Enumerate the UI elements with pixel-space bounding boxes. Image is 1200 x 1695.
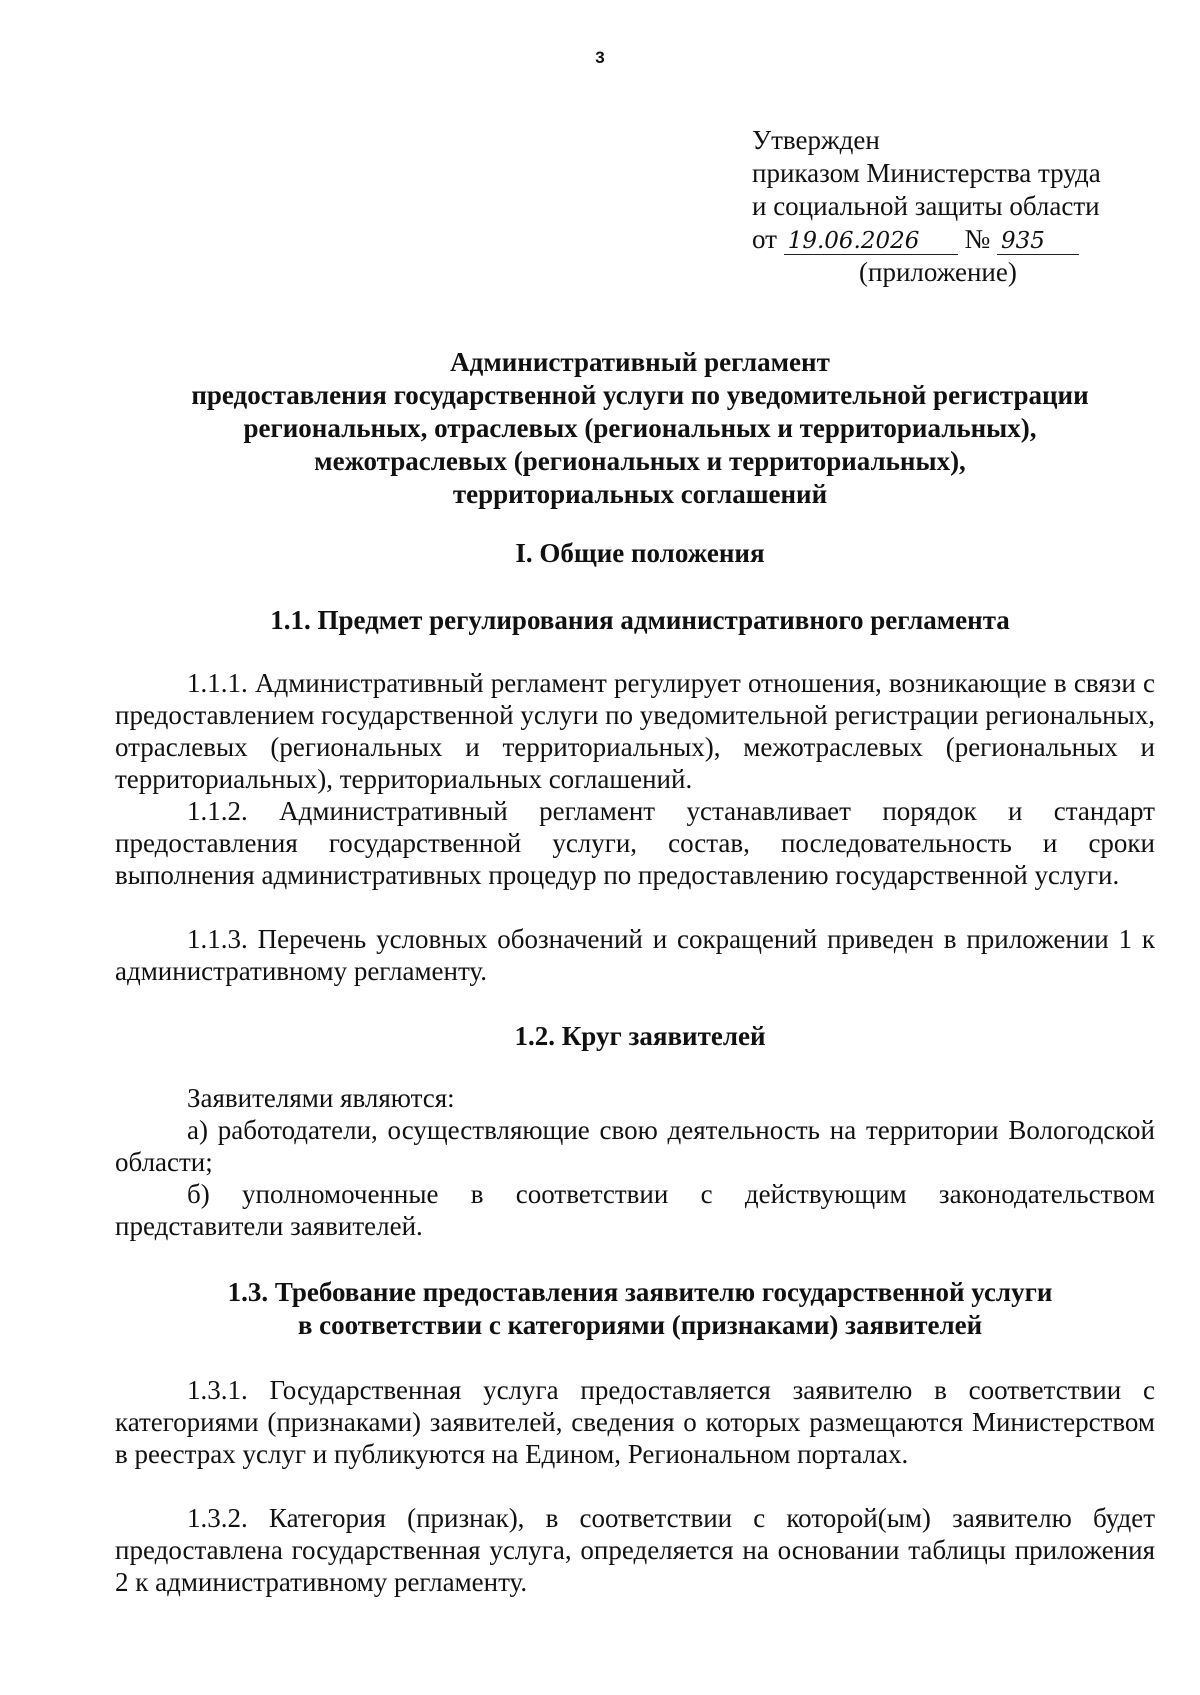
paragraph-1-1-2: 1.1.2. Административный регламент устанавливает порядок и стандарт предоставления государственной услуги, состав, последовательность и сроки выполнения административных процедур по предоставлению государственной услуги. [115,796,1155,890]
approval-line-approved: Утвержден [752,125,880,155]
title-line: межотраслевых (региональных и территориальных), [314,446,966,476]
paragraph-1-3-1: 1.3.1. Государственная услуга предоставляется заявителю в соответствии с категориями (признаками) заявителей, сведения о которых размещаются Министерством в реестрах услуг и публикуются на Едином, Региональном порталах. [115,1375,1155,1469]
approval-line-order: приказом Министерства труда [752,158,1101,188]
applicants-intro: Заявителями являются: [187,1083,455,1113]
title-line: территориальных соглашений [452,479,828,509]
subsection-heading-1-2: 1.2. Круг заявителей [514,1021,766,1051]
heading-line: 1.3. Требование предоставления заявителю государственной услуги [227,1277,1053,1307]
document-title [60,346,1200,511]
approval-line-date-number [752,223,1101,256]
subsection-heading-1-1: 1.1. Предмет регулирования административного регламента [270,605,1010,635]
paragraph-1-1-1: 1.1.1. Административный регламент регулирует отношения, возникающие в связи с предоставлением государственной услуги по уведомительной регистрации региональных, отраслевых (региональных и территориальных), межотраслевых (региональных и территориальных), территориальных соглашений. [115,668,1155,794]
applicants-item-a: а) работодатели, осуществляющие свою деятельность на территории Вологодской области; [115,1115,1155,1177]
applicants-item-b: б) уполномоченные в соответствии с действующим законодательством представители заявителей. [115,1179,1155,1241]
number-prefix: № [964,224,991,254]
handwritten-date: 19.06.2026 [784,228,958,255]
handwritten-number: 935 [997,228,1079,255]
paragraph-1-3-2: 1.3.2. Категория (признак), в соответствии с которой(ым) заявителю будет предоставлена государственная услуга, определяется на основании таблицы приложения 2 к административному регламенту. [115,1503,1155,1597]
section-heading-general: I. Общие положения [515,538,765,568]
paragraph-1-1-3: 1.1.3. Перечень условных обозначений и сокращений приведен в приложении 1 к административному регламенту. [115,924,1155,986]
page-number: 3 [595,48,605,67]
subsection-heading-1-3 [60,1276,1200,1342]
date-prefix: от [752,224,777,254]
title-line: Административный регламент [450,347,830,377]
title-line: предоставления государственной услуги по уведомительной регистрации [191,380,1089,410]
heading-line: в соответствии с категориями (признаками) заявителей [297,1310,983,1340]
approval-note: (приложение) [859,257,1017,287]
title-line: региональных, отраслевых (региональных и территориальных), [243,413,1037,443]
approval-line-ministry: и социальной защиты области [752,191,1100,221]
approval-stamp-block [752,124,1101,289]
